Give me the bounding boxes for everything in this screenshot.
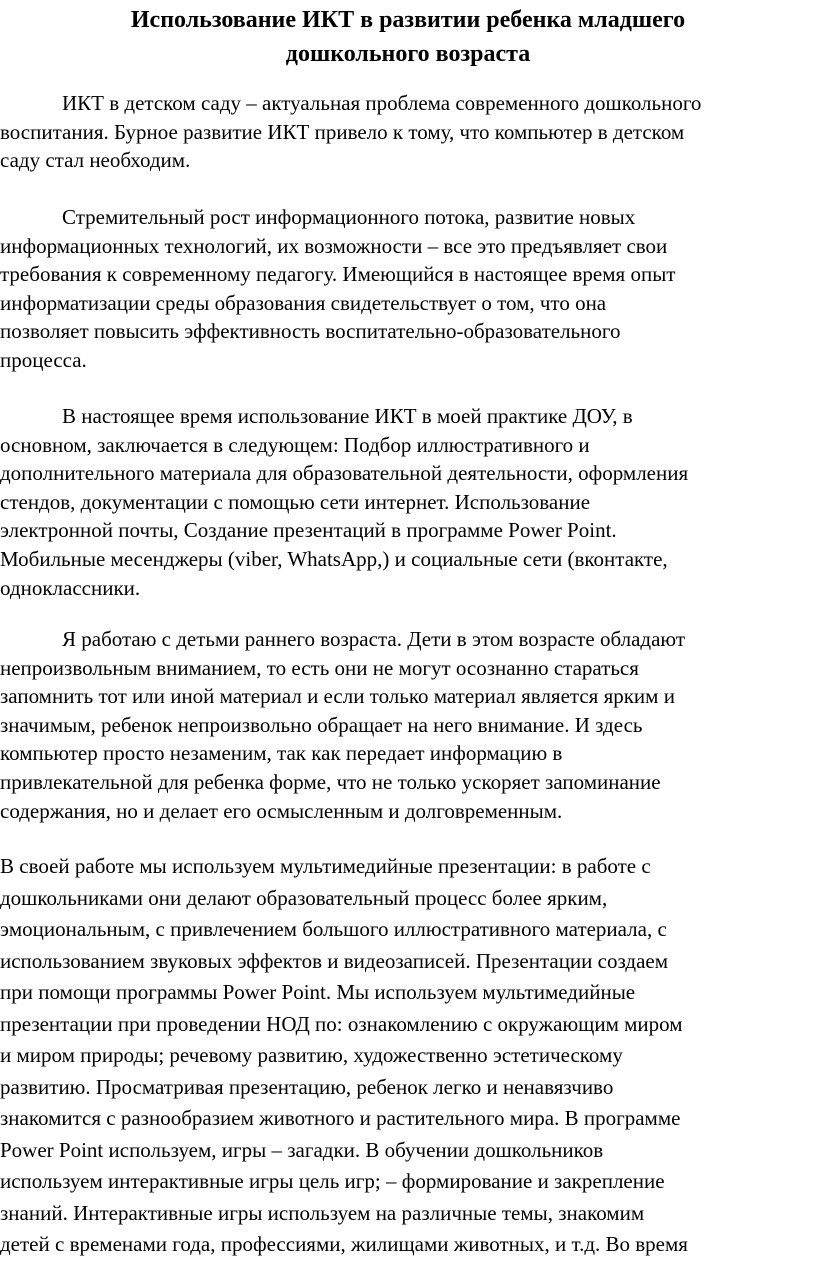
text-line: детей с временами года, профессиями, жилищами животных, и т.д. Во время [0, 1232, 688, 1256]
text-line: привлекательной для ребенка форме, что не только ускоряет запоминание [0, 769, 661, 794]
text-line: В настоящее время использование ИКТ в моей практике ДОУ, в [62, 404, 633, 428]
text-line: используем интерактивные игры цель игр; – формирование и закрепление [0, 1169, 665, 1193]
text-line: дополнительного материала для образовательной деятельности, оформления [0, 461, 689, 486]
text-line: основном, заключается в следующем: Подбор иллюстративного и [0, 432, 590, 457]
text-line: информатизации среды образования свидетельствует о том, что она [0, 290, 607, 315]
paragraph-1 [0, 89, 816, 175]
text-line: презентации при проведении НОД по: ознакомлению с окружающим миром [0, 1011, 683, 1036]
document-title [0, 3, 816, 71]
text-line: стендов, документации с помощью сети интернет. Использование [0, 489, 591, 514]
text-line: непроизвольным вниманием, то есть они не могут осознанно стараться [0, 655, 639, 680]
text-line: использованием звуковых эффектов и видеозаписей. Презентации создаем [0, 948, 669, 973]
paragraph-4 [0, 625, 816, 825]
text-line: компьютер просто незаменим, так как передает информацию в [0, 741, 563, 766]
text-line: эмоциональным, с привлечением большого иллюстративного материала, с [0, 917, 667, 941]
text-line: Я работаю с детьми раннего возраста. Дети в этом возрасте обладают [62, 627, 686, 651]
paragraph-3 [0, 402, 816, 602]
text-line: электронной почты, Создание презентаций в программе Power Point. [0, 518, 617, 543]
text-line: при помощи программы Power Point. Мы используем мультимедийные [0, 980, 636, 1004]
title-line: дошкольного возраста [285, 41, 531, 67]
paragraph-2 [0, 203, 816, 375]
paragraph-5 [0, 851, 816, 1261]
text-line: запомнить тот или иной материал и если только материал является ярким и [0, 684, 675, 709]
text-line: процесса. [0, 347, 87, 372]
text-line: Стремительный рост информационного потока, развитие новых [62, 205, 636, 229]
text-line: Power Point используем, игры – загадки. В обучении дошкольников [0, 1137, 604, 1162]
text-line: знаний. Интерактивные игры используем на различные темы, знакомим [0, 1200, 645, 1225]
text-line: позволяет повысить эффективность воспитательно-образовательного [0, 319, 621, 344]
text-line: ИКТ в детском саду – актуальная проблема современного дошкольного [62, 91, 702, 115]
text-line: и миром природы; речевому развитию, художественно эстетическому [0, 1043, 623, 1067]
text-line: содержания, но и делает его осмысленным и долговременным. [0, 798, 563, 823]
text-line: развитию. Просматривая презентацию, ребенок легко и ненавязчиво [0, 1074, 614, 1099]
text-line: требования к современному педагогу. Имеющийся в настоящее время опыт [0, 262, 676, 287]
text-line: дошкольниками они делают образовательный процесс более ярким, [0, 885, 608, 910]
title-line: Использование ИКТ в развитии ребенка младшего [130, 7, 686, 33]
text-line: одноклассники. [0, 575, 141, 600]
text-line: информационных технологий, их возможности – все это предъявляет свои [0, 233, 668, 258]
text-line: Мобильные месенджеры (viber, WhatsApp,) и социальные сети (вконтакте, [0, 546, 668, 571]
text-line: В своей работе мы используем мультимедийные презентации: в работе с [0, 854, 651, 878]
text-line: воспитания. Бурное развитие ИКТ привело к тому, что компьютер в детском [0, 119, 685, 144]
text-line: значимым, ребенок непроизвольно обращает на него внимание. И здесь [0, 712, 643, 737]
text-line: саду стал необходим. [0, 148, 191, 173]
text-line: знакомится с разнообразием животного и растительного мира. В программе [0, 1106, 681, 1130]
